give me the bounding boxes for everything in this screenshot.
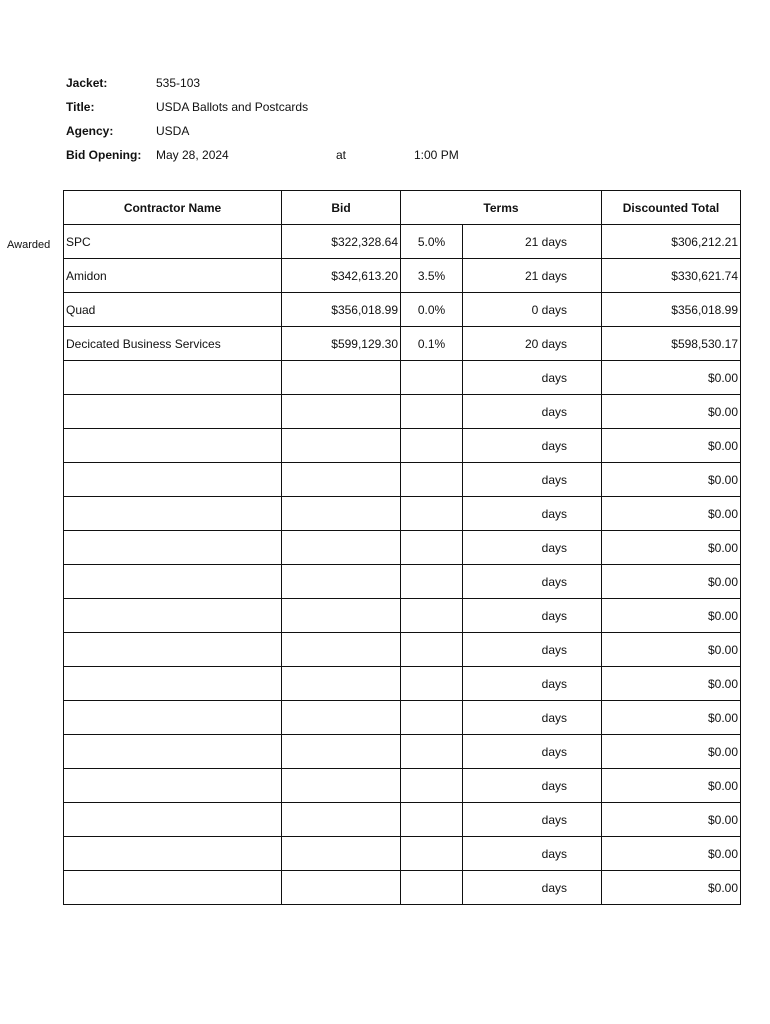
discount-cell [401, 735, 463, 769]
days-cell: days [463, 429, 602, 463]
days-cell: 0 days [463, 293, 602, 327]
bid-cell: $599,129.30 [282, 327, 401, 361]
table-row [64, 837, 741, 871]
contractor-name-cell [64, 429, 282, 463]
days-cell: days [463, 735, 602, 769]
title-value: USDA Ballots and Postcards [156, 100, 309, 114]
table-row [64, 259, 741, 293]
contractor-name-cell: SPC [64, 225, 282, 259]
table-row [64, 531, 741, 565]
discount-cell: 5.0% [401, 225, 463, 259]
contractor-name-cell [64, 531, 282, 565]
contractor-name-cell [64, 463, 282, 497]
discounted-total-cell: $598,530.17 [602, 327, 741, 361]
agency-label: Agency: [66, 124, 114, 138]
contractor-name-cell: Amidon [64, 259, 282, 293]
bid-cell [282, 429, 401, 463]
table-row [64, 565, 741, 599]
table-row [64, 599, 741, 633]
title-label: Title: [66, 100, 95, 114]
table-row [64, 667, 741, 701]
jacket-label: Jacket: [66, 76, 108, 90]
discounted-total-cell: $356,018.99 [602, 293, 741, 327]
bid-cell [282, 599, 401, 633]
discount-cell [401, 361, 463, 395]
days-cell: days [463, 531, 602, 565]
bid-cell [282, 871, 401, 905]
days-cell: days [463, 463, 602, 497]
discount-cell [401, 803, 463, 837]
days-cell: days [463, 361, 602, 395]
discount-cell [401, 497, 463, 531]
table-row [64, 463, 741, 497]
days-cell: days [463, 599, 602, 633]
bid-cell [282, 565, 401, 599]
days-cell: 21 days [463, 225, 602, 259]
discount-cell [401, 429, 463, 463]
days-cell: days [463, 667, 602, 701]
bid-opening-date: May 28, 2024 [156, 148, 229, 162]
jacket-value: 535-103 [156, 76, 201, 90]
at-label: at [336, 148, 347, 162]
contractor-name-cell [64, 667, 282, 701]
table-row [64, 803, 741, 837]
table-row [64, 633, 741, 667]
contractor-name-cell: Decicated Business Services [64, 327, 282, 361]
discounted-total-cell: $0.00 [602, 633, 741, 667]
discounted-total-cell: $0.00 [602, 361, 741, 395]
discounted-total-cell: $0.00 [602, 871, 741, 905]
bid-cell [282, 803, 401, 837]
contractor-name-cell [64, 735, 282, 769]
discount-cell: 3.5% [401, 259, 463, 293]
discounted-total-cell: $0.00 [602, 463, 741, 497]
table-header-row [64, 191, 741, 225]
table-row [64, 735, 741, 769]
discount-cell: 0.0% [401, 293, 463, 327]
discounted-total-cell: $306,212.21 [602, 225, 741, 259]
discounted-total-cell: $0.00 [602, 565, 741, 599]
days-cell: days [463, 871, 602, 905]
days-cell: 21 days [463, 259, 602, 293]
discount-cell [401, 701, 463, 735]
bid-cell: $342,613.20 [282, 259, 401, 293]
table-body [64, 225, 741, 905]
contractor-name-cell [64, 633, 282, 667]
days-cell: days [463, 565, 602, 599]
bid-cell [282, 837, 401, 871]
contractor-name-cell [64, 701, 282, 735]
bid-opening-time: 1:00 PM [414, 148, 459, 162]
discount-cell [401, 463, 463, 497]
bid-cell [282, 701, 401, 735]
bid-cell [282, 497, 401, 531]
days-cell: days [463, 633, 602, 667]
bid-cell [282, 633, 401, 667]
days-cell: days [463, 769, 602, 803]
days-cell: days [463, 837, 602, 871]
contractor-name-cell [64, 497, 282, 531]
table-row [64, 293, 741, 327]
days-cell: days [463, 395, 602, 429]
discount-cell [401, 633, 463, 667]
col-contractor-name: Contractor Name [64, 191, 282, 225]
bid-cell [282, 361, 401, 395]
discounted-total-cell: $0.00 [602, 429, 741, 463]
discounted-total-cell: $330,621.74 [602, 259, 741, 293]
bid-cell: $356,018.99 [282, 293, 401, 327]
bid-cell [282, 395, 401, 429]
discounted-total-cell: $0.00 [602, 599, 741, 633]
discount-cell [401, 395, 463, 429]
discounted-total-cell: $0.00 [602, 667, 741, 701]
contractor-name-cell [64, 803, 282, 837]
table-row [64, 327, 741, 361]
contractor-name-cell [64, 769, 282, 803]
discount-cell [401, 565, 463, 599]
table-row [64, 225, 741, 259]
contractor-name-cell [64, 565, 282, 599]
col-discounted-total: Discounted Total [602, 191, 741, 225]
bid-cell [282, 735, 401, 769]
discounted-total-cell: $0.00 [602, 701, 741, 735]
bid-cell [282, 667, 401, 701]
discounted-total-cell: $0.00 [602, 531, 741, 565]
contractor-name-cell: Quad [64, 293, 282, 327]
agency-value: USDA [156, 124, 190, 138]
discounted-total-cell: $0.00 [602, 837, 741, 871]
discount-cell [401, 667, 463, 701]
bid-cell [282, 463, 401, 497]
discount-cell [401, 769, 463, 803]
discount-cell [401, 599, 463, 633]
contractor-name-cell [64, 361, 282, 395]
bid-cell: $322,328.64 [282, 225, 401, 259]
table-row [64, 497, 741, 531]
discounted-total-cell: $0.00 [602, 803, 741, 837]
bid-opening-label: Bid Opening: [66, 148, 142, 162]
contractor-name-cell [64, 871, 282, 905]
discounted-total-cell: $0.00 [602, 497, 741, 531]
col-terms: Terms [401, 191, 602, 225]
table-row [64, 361, 741, 395]
table-row [64, 769, 741, 803]
table-row [64, 701, 741, 735]
contractor-name-cell [64, 837, 282, 871]
bid-cell [282, 531, 401, 565]
bid-cell [282, 769, 401, 803]
days-cell: days [463, 803, 602, 837]
table-row [64, 429, 741, 463]
contractor-name-cell [64, 395, 282, 429]
discounted-total-cell: $0.00 [602, 735, 741, 769]
discount-cell [401, 837, 463, 871]
discount-cell [401, 531, 463, 565]
days-cell: days [463, 497, 602, 531]
contractor-name-cell [64, 599, 282, 633]
discounted-total-cell: $0.00 [602, 395, 741, 429]
table-row [64, 395, 741, 429]
days-cell: days [463, 701, 602, 735]
bid-results-table [63, 190, 741, 905]
days-cell: 20 days [463, 327, 602, 361]
awarded-label: Awarded [7, 239, 51, 251]
table-row [64, 871, 741, 905]
discount-cell: 0.1% [401, 327, 463, 361]
discount-cell [401, 871, 463, 905]
discounted-total-cell: $0.00 [602, 769, 741, 803]
col-bid: Bid [282, 191, 401, 225]
